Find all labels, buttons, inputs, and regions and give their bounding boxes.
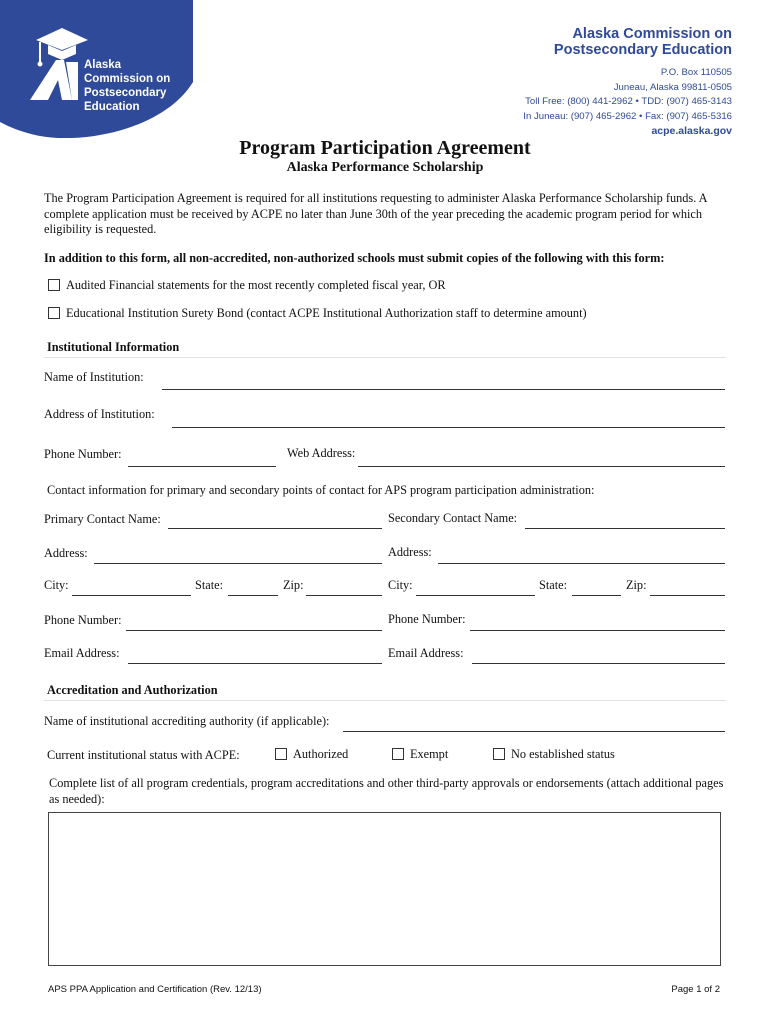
secondary-phone-field[interactable] xyxy=(470,630,725,631)
phone-label: Phone Number: xyxy=(44,447,122,461)
web-address-field[interactable] xyxy=(358,466,725,467)
section-heading-institutional: Institutional Information xyxy=(47,340,180,354)
section-divider xyxy=(44,357,726,358)
primary-contact-field[interactable] xyxy=(168,528,382,529)
surety-bond-label: Educational Institution Surety Bond (contact ACPE Institutional Authorization staff to determine amount) xyxy=(66,306,587,320)
page-title: Program Participation Agreement xyxy=(239,137,531,159)
institution-name-field[interactable] xyxy=(162,389,725,390)
phone-field[interactable] xyxy=(128,466,276,467)
audited-financials-label: Audited Financial statements for the most recently completed fiscal year, OR xyxy=(66,278,446,292)
section-divider xyxy=(44,700,726,701)
primary-zip-field[interactable] xyxy=(306,595,382,596)
web-address-label: Web Address: xyxy=(287,446,356,460)
website-link[interactable]: acpe.alaska.gov xyxy=(651,125,732,137)
accrediting-authority-field[interactable] xyxy=(343,731,725,732)
intro-paragraph: The Program Participation Agreement is required for all institutions requesting to administer Alaska Performance Scholarship funds. A complete application must be received by ACPE no later than June 30th of the year preceding the academic program period for which eligibility is requested. xyxy=(44,191,707,236)
primary-email-field[interactable] xyxy=(128,663,382,664)
secondary-state-label: State: xyxy=(539,578,568,592)
secondary-address-label: Address: xyxy=(388,545,432,559)
logo-text-line-4: Education xyxy=(84,101,140,113)
institution-address-field[interactable] xyxy=(172,427,725,428)
primary-address-field[interactable] xyxy=(94,563,382,564)
contact-address: P.O. Box 110505 Juneau, Alaska 99811-0505 Toll Free: (800) 441-2962 • TDD: (907) 465-3143 In Juneau: (907) 465-2962 • Fax: (907) 465-5316 acpe.alaska.gov xyxy=(523,67,732,137)
section-heading-accreditation: Accreditation and Authorization xyxy=(47,683,218,697)
credentials-textarea[interactable] xyxy=(48,812,721,966)
secondary-phone-label: Phone Number: xyxy=(388,612,466,626)
secondary-contact-label: Secondary Contact Name: xyxy=(388,511,518,525)
logo-text-line-3: Postsecondary xyxy=(84,87,167,99)
requirement-note: In addition to this form, all non-accredited, non-authorized schools must submit copies of the following with this form: xyxy=(44,251,665,265)
primary-contact-label: Primary Contact Name: xyxy=(44,512,161,526)
institution-address-label: Address of Institution: xyxy=(44,407,155,421)
secondary-city-field[interactable] xyxy=(416,595,535,596)
secondary-contact-field[interactable] xyxy=(525,528,725,529)
status-none-label: No established status xyxy=(511,747,615,761)
status-exempt-label: Exempt xyxy=(410,747,449,761)
primary-email-label: Email Address: xyxy=(44,646,120,660)
status-none-checkbox[interactable] xyxy=(493,748,505,760)
primary-address-label: Address: xyxy=(44,546,88,560)
accrediting-authority-label: Name of institutional accrediting authority (if applicable): xyxy=(44,714,330,728)
contact-intro: Contact information for primary and secondary points of contact for APS program participation administration: xyxy=(47,483,595,497)
primary-zip-label: Zip: xyxy=(283,578,304,592)
audited-financials-checkbox[interactable] xyxy=(48,279,60,291)
primary-city-field[interactable] xyxy=(72,595,191,596)
footer-page-number: Page 1 of 2 xyxy=(671,984,720,995)
primary-phone-field[interactable] xyxy=(126,630,382,631)
surety-bond-checkbox[interactable] xyxy=(48,307,60,319)
secondary-city-label: City: xyxy=(388,578,413,592)
primary-state-field[interactable] xyxy=(228,595,278,596)
secondary-zip-label: Zip: xyxy=(626,578,647,592)
org-name: Alaska Commission on Postsecondary Education xyxy=(553,26,732,58)
secondary-address-field[interactable] xyxy=(438,563,725,564)
secondary-zip-field[interactable] xyxy=(650,595,725,596)
credentials-label: Complete list of all program credentials, program accreditations and other third-party approvals or endorsements (attach additional pages as needed): xyxy=(49,776,724,806)
status-authorized-label: Authorized xyxy=(293,747,349,761)
primary-state-label: State: xyxy=(195,578,224,592)
secondary-state-field[interactable] xyxy=(572,595,621,596)
logo-text-line-2: Commission on xyxy=(84,73,171,85)
page-subtitle: Alaska Performance Scholarship xyxy=(286,160,484,175)
status-authorized-checkbox[interactable] xyxy=(275,748,287,760)
acpe-status-label: Current institutional status with ACPE: xyxy=(47,748,240,762)
secondary-email-field[interactable] xyxy=(472,663,725,664)
primary-phone-label: Phone Number: xyxy=(44,613,122,627)
secondary-email-label: Email Address: xyxy=(388,646,464,660)
acpe-logo xyxy=(0,0,193,138)
logo-text-line-1: Alaska xyxy=(84,59,122,71)
footer-revision: APS PPA Application and Certification (Rev. 12/13) xyxy=(48,984,262,995)
institution-name-label: Name of Institution: xyxy=(44,370,144,384)
status-exempt-checkbox[interactable] xyxy=(392,748,404,760)
primary-city-label: City: xyxy=(44,578,69,592)
